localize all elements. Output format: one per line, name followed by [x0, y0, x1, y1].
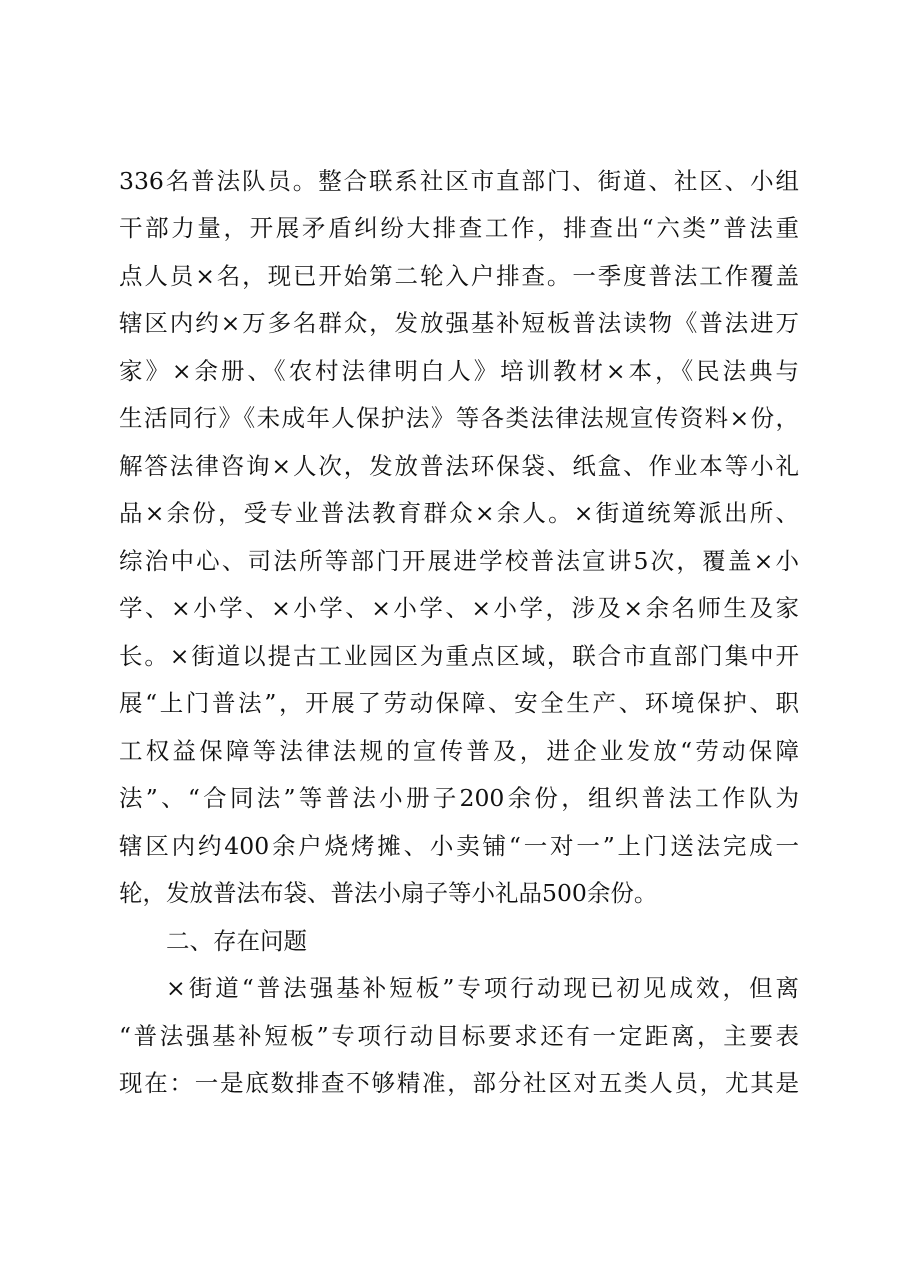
paragraph-1-line-13: 工权益保障等法律法规的宣传普及，进企业发放“劳动保障 [119, 737, 799, 765]
paragraph-1-line-15: 辖区内约400余户烧烤摊、小卖铺“一对一”上门送法完成一 [119, 832, 799, 860]
section-heading: 二、存在问题 [166, 927, 307, 955]
paragraph-1-line-5: 家》×余册、《农村法律明白人》培训教材×本，《民法典与 [119, 357, 799, 385]
paragraph-2-line-1: ×街道“普法强基补短板”专项行动现已初见成效，但离 [166, 974, 799, 1002]
paragraph-1-line-16: 轮，发放普法布袋、普法小扇子等小礼品500余份。 [119, 879, 658, 907]
paragraph-1-line-3: 点人员×名，现已开始第二轮入户排查。一季度普法工作覆盖 [119, 262, 799, 290]
paragraph-1-line-14: 法”、“合同法”等普法小册子200余份，组织普法工作队为 [119, 784, 799, 812]
paragraph-1-line-4: 辖区内约×万多名群众，发放强基补短板普法读物《普法进万 [119, 309, 799, 337]
paragraph-1-line-12: 展“上门普法”，开展了劳动保障、安全生产、环境保护、职 [119, 689, 799, 717]
paragraph-1-line-1: 336名普法队员。整合联系社区市直部门、街道、社区、小组 [119, 167, 799, 195]
paragraph-1-line-9: 综治中心、司法所等部门开展进学校普法宣讲5次，覆盖×小 [119, 547, 799, 575]
paragraph-1-line-7: 解答法律咨询×人次，发放普法环保袋、纸盒、作业本等小礼 [119, 452, 799, 480]
paragraph-2-line-2: “普法强基补短板”专项行动目标要求还有一定距离，主要表 [119, 1022, 799, 1050]
paragraph-1-line-11: 长。×街道以提古工业园区为重点区域，联合市直部门集中开 [119, 642, 799, 670]
paragraph-1-line-6: 生活同行》《未成年人保护法》等各类法律法规宣传资料×份， [119, 404, 799, 432]
paragraph-2-line-3: 现在：一是底数排查不够精准，部分社区对五类人员，尤其是 [119, 1069, 799, 1097]
paragraph-1-line-8: 品×余份，受专业普法教育群众×余人。×街道统筹派出所、 [119, 499, 799, 527]
paragraph-1-line-10: 学、×小学、×小学、×小学、×小学，涉及×余名师生及家 [119, 594, 799, 622]
paragraph-1-line-2: 干部力量，开展矛盾纠纷大排查工作，排查出“六类”普法重 [119, 214, 799, 242]
